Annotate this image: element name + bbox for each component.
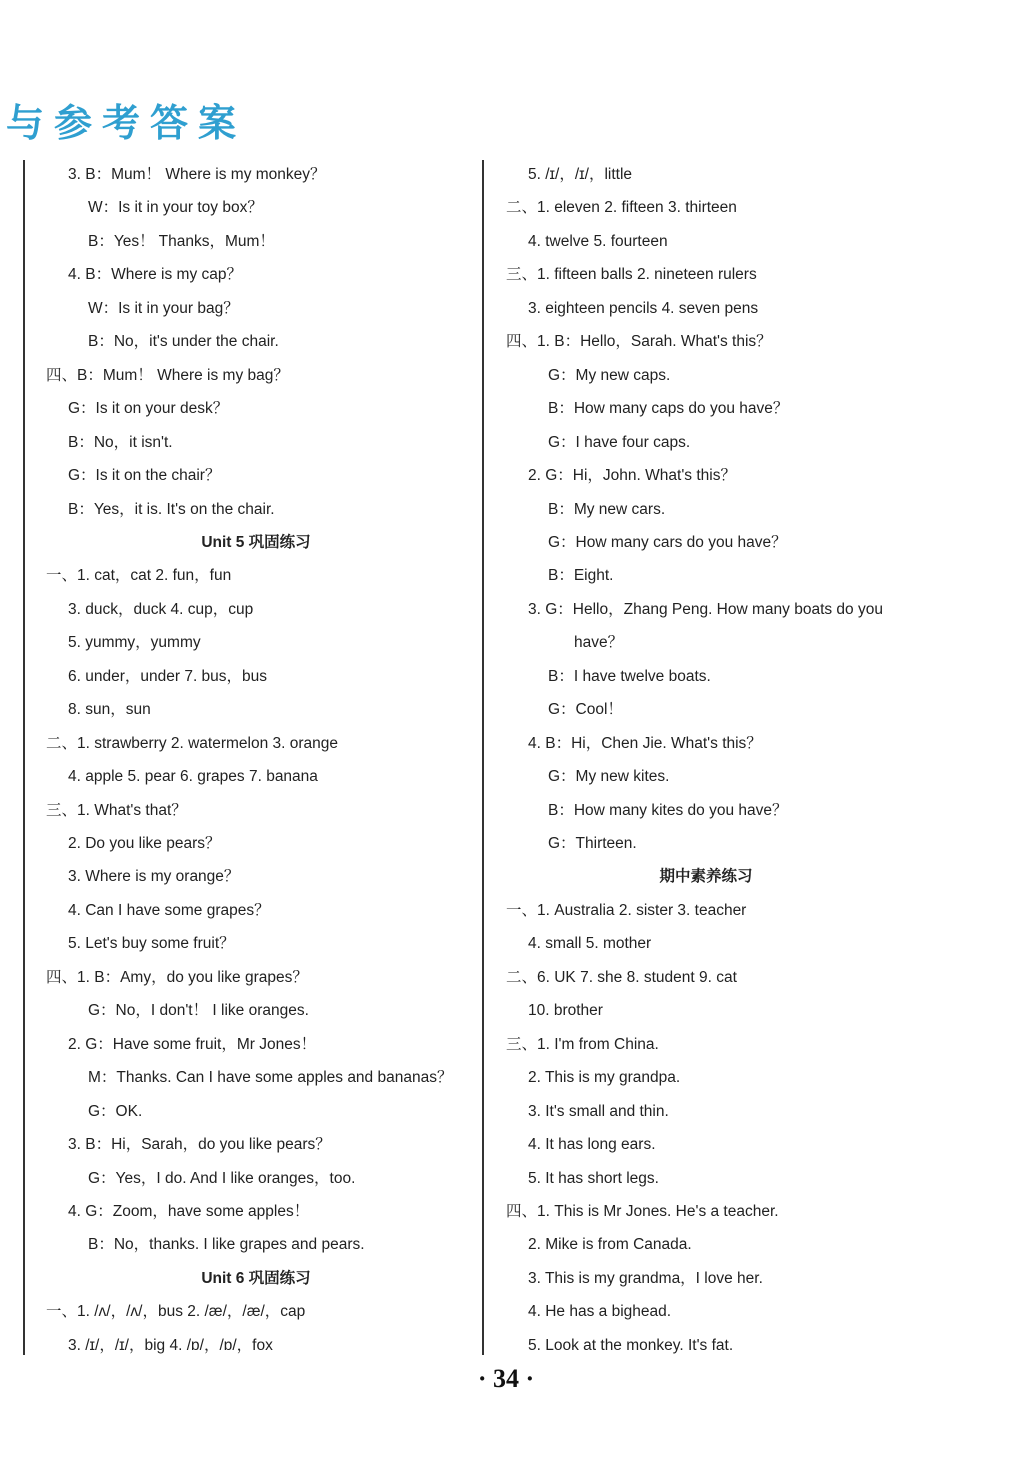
answer-line: G：How many cars do you have？: [548, 533, 787, 551]
answer-line: 三、1. I'm from China.: [506, 1035, 659, 1053]
answer-line: M：Thanks. Can I have some apples and bananas？: [88, 1069, 453, 1087]
answer-line: 二、6. UK 7. she 8. student 9. cat: [506, 968, 737, 986]
answer-line: 8. sun，sun: [68, 701, 151, 719]
answer-line: 2. Mike is from Canada.: [528, 1236, 692, 1254]
answer-line: B：How many caps do you have？: [548, 400, 789, 418]
answer-line: B：Yes！ Thanks，Mum！: [88, 232, 275, 250]
answer-line: 三、1. What's that？: [46, 801, 187, 819]
answer-line: 四、1. B：Amy，do you like grapes？: [46, 968, 308, 986]
answer-line: G：OK.: [88, 1102, 143, 1120]
answer-line: 2. G：Hi，John. What's this？: [528, 467, 736, 485]
answer-line: 5. yummy，yummy: [68, 634, 201, 652]
answer-line: 3. Where is my orange？: [68, 868, 240, 886]
answer-line: 3. B：Hi，Sarah，do you like pears？: [68, 1136, 331, 1154]
answer-line: 4. apple 5. pear 6. grapes 7. banana: [68, 768, 318, 786]
answer-line: 3. duck，duck 4. cup，cup: [68, 600, 254, 618]
answer-line: 四、1. B：Hello，Sarah. What's this？: [506, 333, 772, 351]
section-heading: 期中素养练习: [659, 868, 753, 886]
answer-line: B：No，it's under the chair.: [88, 333, 279, 351]
answer-line: 4. He has a bighead.: [528, 1303, 672, 1321]
answer-line: B：No，thanks. I like grapes and pears.: [88, 1236, 365, 1254]
answer-line: 4. B：Where is my cap？: [68, 266, 242, 284]
section-heading: Unit 6 巩固练习: [201, 1269, 311, 1287]
answer-line: 二、1. eleven 2. fifteen 3. thirteen: [506, 199, 737, 217]
answer-line: 4. G：Zoom，have some apples！: [68, 1202, 310, 1220]
answer-line: 3. B：Mum！ Where is my monkey？: [68, 166, 326, 183]
answer-line: 3. It's small and thin.: [528, 1102, 669, 1120]
column-divider: [482, 160, 484, 1355]
section-heading: Unit 5 巩固练习: [201, 533, 311, 551]
answer-line: G：My new kites.: [548, 768, 670, 786]
answer-line: G：No，I don't！ I like oranges.: [88, 1002, 309, 1020]
answer-line: 6. under，under 7. bus，bus: [68, 667, 268, 685]
answer-line: G：I have four caps.: [548, 433, 691, 451]
answer-line: 4. It has long ears.: [528, 1136, 656, 1154]
answer-line: W：Is it in your toy box？: [88, 199, 263, 217]
answer-line: B：My new cars.: [548, 500, 666, 518]
answer-line: 5. Let's buy some fruit？: [68, 935, 235, 953]
answer-line: W：Is it in your bag？: [88, 299, 239, 317]
answer-line: G：Yes，I do. And I like oranges，too.: [88, 1169, 356, 1187]
page-header-title: 与参考答案: [6, 100, 247, 145]
answer-line: 一、1. Australia 2. sister 3. teacher: [506, 901, 747, 919]
answer-line: G：Thirteen.: [548, 835, 637, 852]
answer-line: 3. eighteen pencils 4. seven pens: [528, 299, 759, 317]
answer-line: 2. This is my grandpa.: [528, 1069, 681, 1087]
answer-line: 4. twelve 5. fourteen: [528, 232, 668, 250]
answer-line: have？: [574, 634, 624, 652]
answer-line: G：Cool！: [548, 701, 623, 719]
answer-line: B：I have twelve boats.: [548, 667, 711, 685]
answer-line: 5. Look at the monkey. It's fat.: [528, 1336, 734, 1354]
answer-line: 2. G：Have some fruit，Mr Jones！: [68, 1035, 317, 1053]
answer-line: B：Eight.: [548, 567, 614, 585]
answer-line: 二、1. strawberry 2. watermelon 3. orange: [46, 734, 339, 752]
answer-line: 3. G：Hello，Zhang Peng. How many boats do you: [528, 600, 883, 618]
answer-line: 一、1. cat，cat 2. fun，fun: [46, 567, 232, 585]
answer-line: 4. Can I have some grapes？: [68, 901, 270, 919]
answer-line: 三、1. fifteen balls 2. nineteen rulers: [506, 266, 757, 284]
answer-line: 3. This is my grandma，I love her.: [528, 1269, 763, 1287]
answer-line: 3. /ɪ/，/ɪ/，big 4. /ɒ/，/ɒ/，fox: [68, 1336, 273, 1354]
answer-line: 一、1. /ʌ/，/ʌ/，bus 2. /æ/，/æ/，cap: [46, 1303, 306, 1321]
answer-line: 4. B：Hi，Chen Jie. What's this？: [528, 734, 762, 752]
page-number: · 34 ·: [477, 1364, 535, 1393]
answer-line: G：My new caps.: [548, 366, 671, 384]
answer-line: 四、B：Mum！ Where is my bag？: [46, 366, 289, 384]
answer-line: 2. Do you like pears？: [68, 835, 221, 852]
answer-line: 5. It has short legs.: [528, 1169, 659, 1187]
answer-line: 四、1. This is Mr Jones. He's a teacher.: [506, 1202, 779, 1220]
answer-line: B：No，it isn't.: [68, 433, 173, 451]
answer-line: G：Is it on the chair？: [68, 467, 221, 485]
answer-line: 10. brother: [528, 1002, 603, 1020]
answer-line: 5. /ɪ/，/ɪ/，little: [528, 166, 633, 183]
answer-line: B：Yes，it is. It's on the chair.: [68, 500, 275, 518]
answer-line: B：How many kites do you have？: [548, 801, 788, 819]
answer-line: 4. small 5. mother: [528, 935, 652, 953]
answer-line: G：Is it on your desk？: [68, 400, 229, 418]
left-margin-rule: [23, 160, 25, 1355]
